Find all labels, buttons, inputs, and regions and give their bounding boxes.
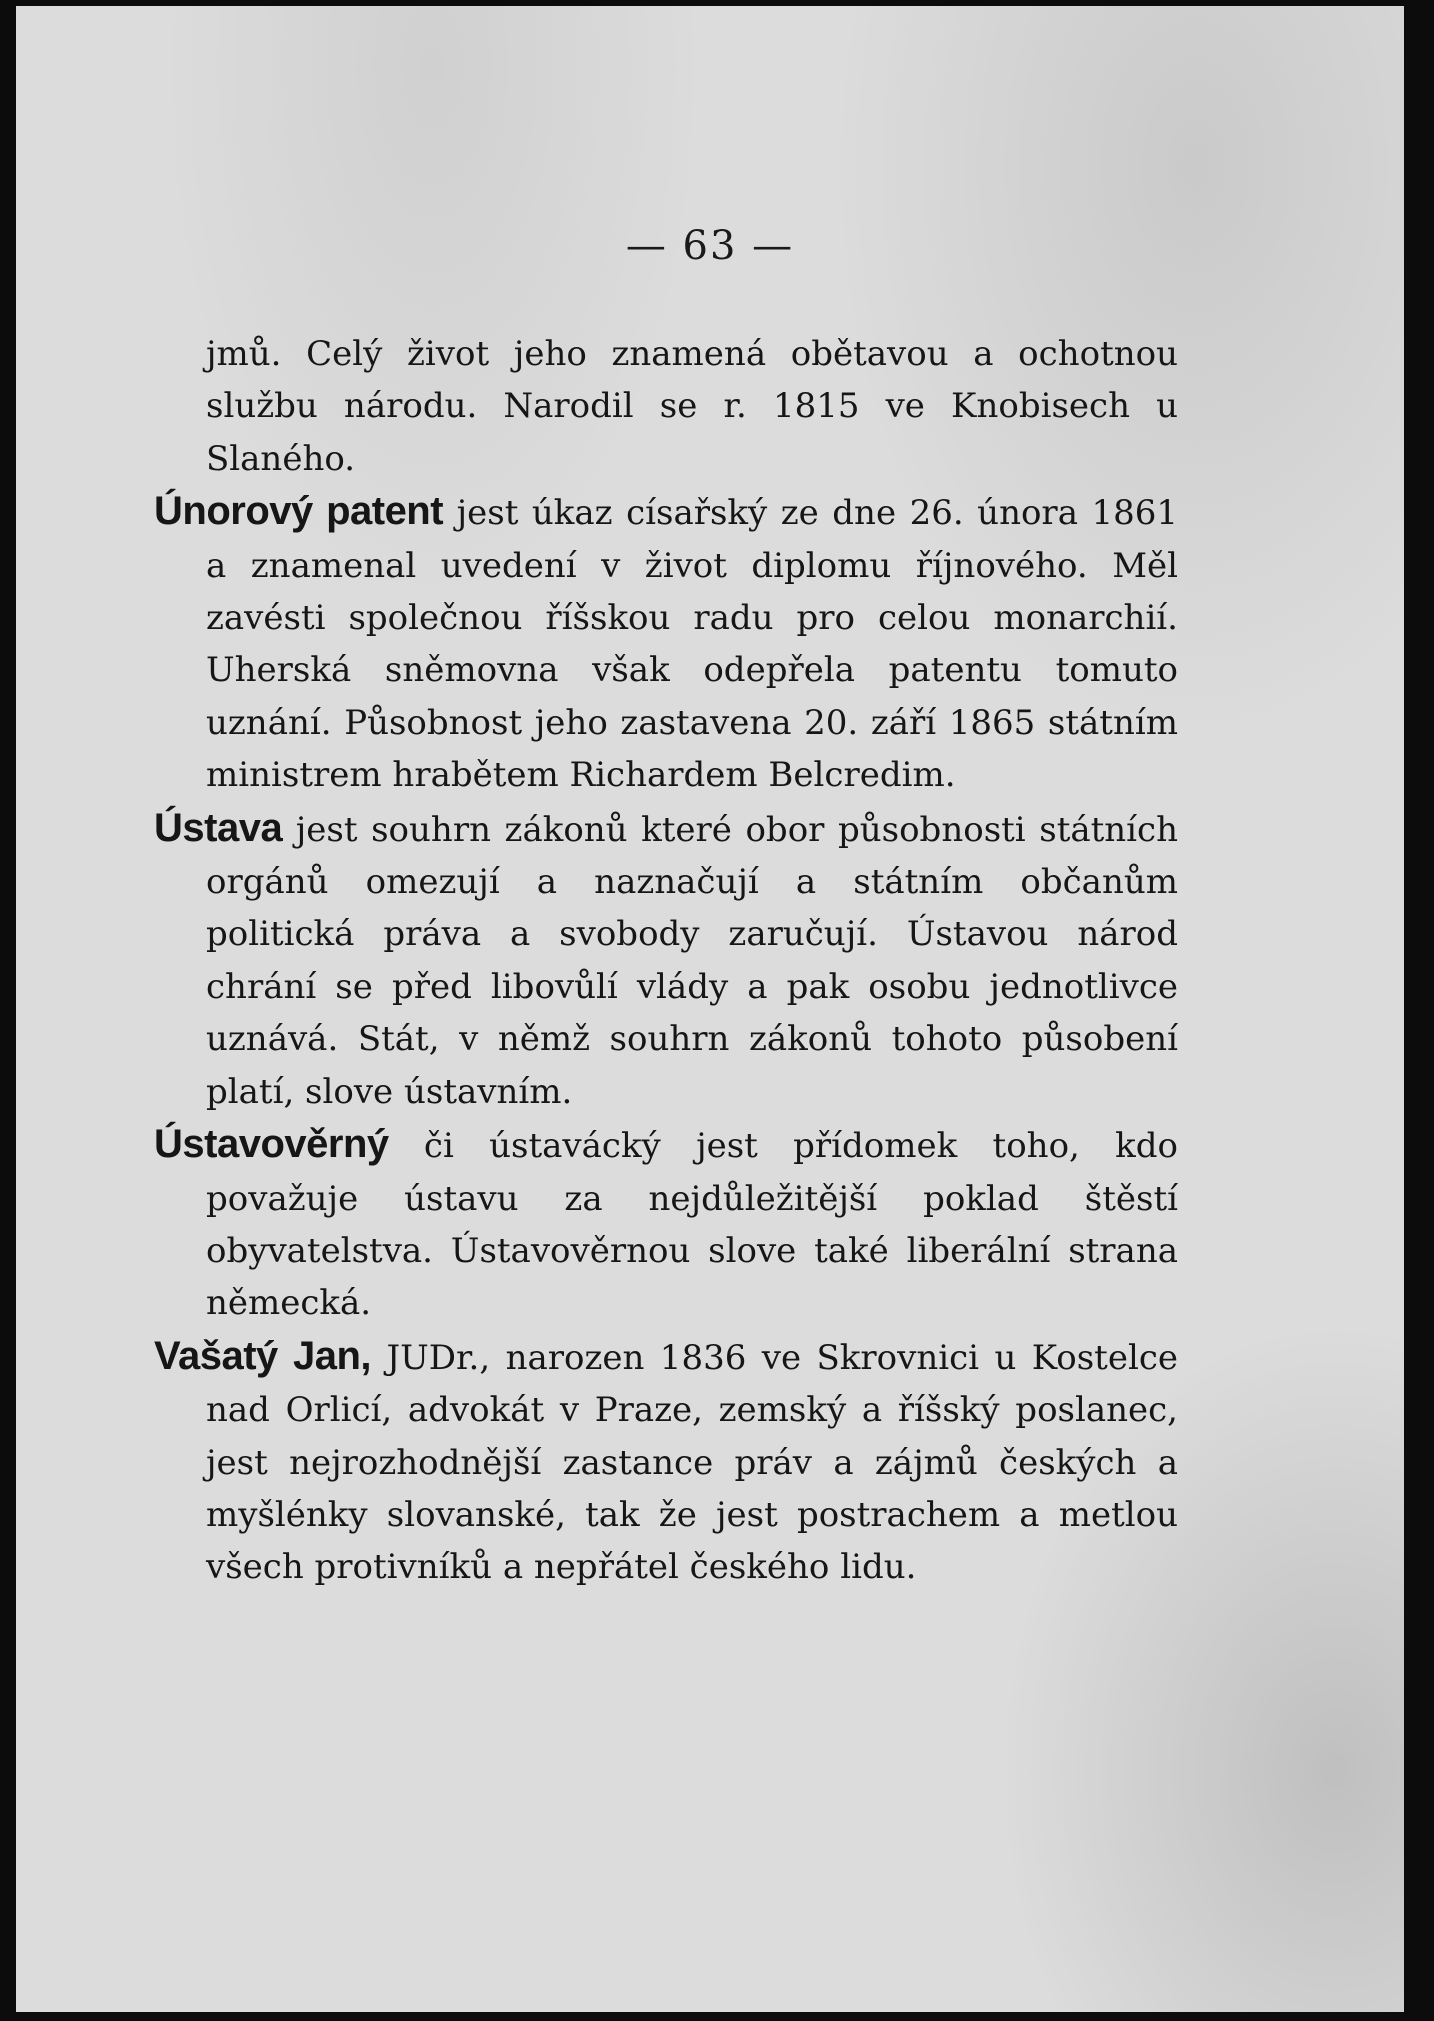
entry-text: jmů. Celý život jeho znamená obětavou a ochotnou službu národu. Narodil se r. 1815 ve Knobisech u Slaného. — [206, 334, 1178, 479]
continued-entry — [154, 328, 1178, 485]
entry-text: či ústavácký jest přídomek toho, kdo považuje ústavu za nejdůležitější poklad štěstí obyvatelstva. Ústavověrnou slove také liberální strana německá. — [206, 1126, 1178, 1324]
book-page — [16, 6, 1404, 2012]
entry-term: Ústavověrný — [154, 1122, 389, 1167]
dictionary-entry-unorovy-patent — [154, 485, 1178, 801]
dictionary-entry-ustava — [154, 802, 1178, 1118]
entry-term: Ústava — [154, 805, 283, 850]
page-body-text — [154, 328, 1178, 1594]
entry-text: jest úkaz císařský ze dne 26. února 1861 a znamenal uvedení v život diplomu říjnového. Měl zavésti společnou říšskou radu pro celou monarchií. Uherská sněmovna však odepřela patentu tomuto uznání. Působnost jeho zastavena 20. září 1865 státním ministrem hrabětem Richardem Belcredim. — [206, 493, 1179, 796]
page-number: — 63 — — [625, 223, 795, 269]
entry-text: jest souhrn zákonů které obor působnosti státních orgánů omezují a naznačují a státním občanům politická práva a svobody zaručují. Ústavou národ chrání se před libovůlí vlády a pak osobu jednotlivce uznává. Stát, v němž souhrn zákonů tohoto působení platí, slove ústavním. — [206, 809, 1178, 1112]
dictionary-entry-vasaty-jan — [154, 1330, 1178, 1594]
entry-term: Vašatý Jan, — [154, 1333, 372, 1378]
entry-text: JUDr., narozen 1836 ve Skrovnici u Kostelce nad Orlicí, advokát v Praze, zemský a říšský poslanec, jest nejrozhodnější zastance práv a zájmů českých a myšlénky slovanské, tak že jest postrachem a metlou všech protivníků a nepřátel českého lidu. — [206, 1337, 1178, 1588]
dictionary-entry-ustavoverny — [154, 1118, 1178, 1330]
entry-term: Únorový patent — [154, 489, 444, 534]
